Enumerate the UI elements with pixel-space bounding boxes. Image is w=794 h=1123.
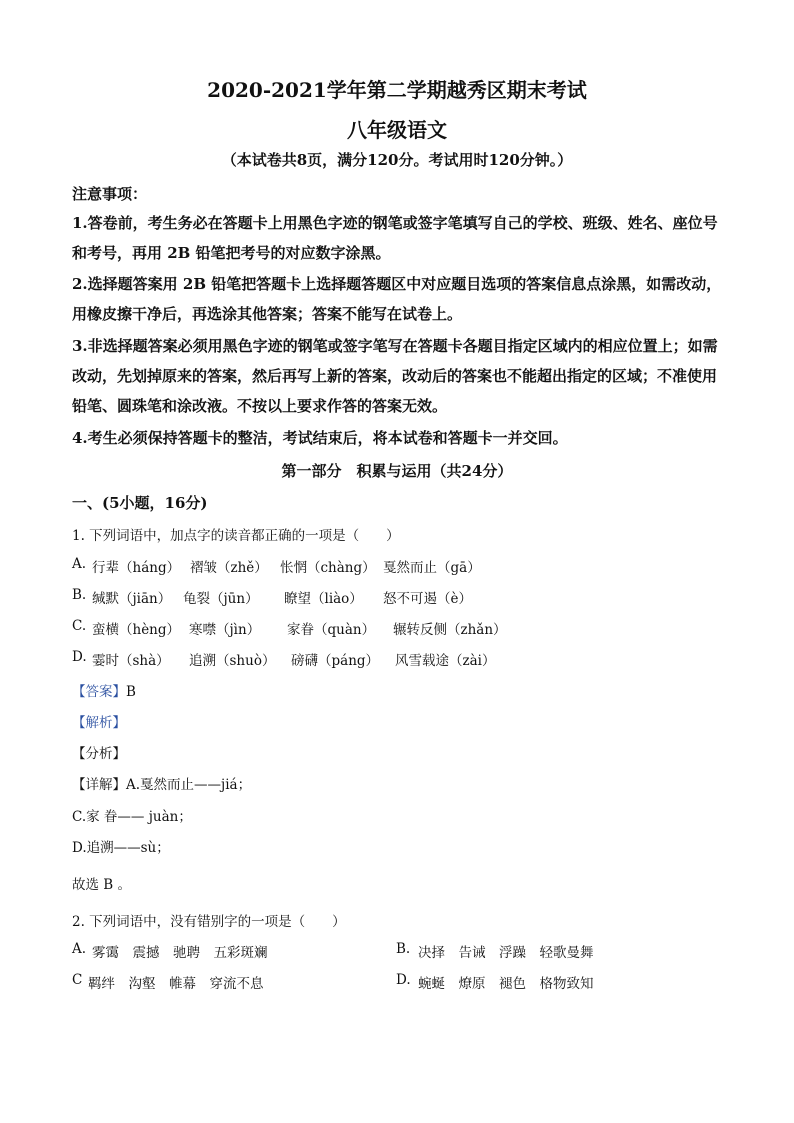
q1-option-c-item-2: 寒噤（jìn） [189,622,261,638]
q1-option-c-item-3: 家眷（quàn） [287,622,376,638]
q2-option-b-label: B. [396,941,411,957]
q1-option-c-label: C. [72,618,87,634]
part-title: 第一部分 积累与运用（共24分） [281,462,513,480]
notice-item-1: 1.答卷前，考生务必在答题卡上用黑色字迹的钢笔或签字笔填写自己的学校、班级、姓名、座位号和考号，再用 2B 铅笔把考号的对应数字涂黑。 [72,214,718,262]
page-title: 2020-2021学年第二学期越秀区期末考试 [207,78,587,102]
q1-option-a-label: A. [72,556,87,572]
fenxi-tag: 【分析】 [72,746,126,762]
q1-option-b-item-1: 缄默（jiān） [92,591,172,607]
q2-option-a-text: 雾霭 震撼 驰聘 五彩斑斓 [92,945,268,961]
q1-option-a-item-4: 戛然而止（gā） [383,560,481,576]
q2-option-a-label: A. [72,941,87,957]
detail-line-4: 故选 B 。 [72,877,132,893]
notice-item-4: 4.考生必须保持答题卡的整洁，考试结束后，将本试卷和答题卡一并交回。 [72,429,568,447]
analysis-line [72,711,126,731]
q1-option-a-item-3: 怅惘（chàng） [280,560,376,576]
q1-option-b-item-2: 龟裂（jūn） [183,591,259,607]
q2-option-d-text: 蜿蜒 燎原 褪色 格物致知 [418,976,594,992]
q1-option-b-item-4: 怒不可遏（è） [383,591,472,607]
q2-option-c-label: C [72,972,83,988]
analysis-tag: 【解析】 [72,715,126,731]
notice-item-3: 3.非选择题答案必须用黑色字迹的钢笔或签字笔写在答题卡各题目指定区域内的相应位置上；如需改动，先划掉原来的答案，然后再写上新的答案，改动后的答案也不能超出指定的区域；不准使用铅笔、圆珠笔和涂改液。不按以上要求作答的答案无效。 [72,337,718,415]
q2-option-d-label: D. [396,972,411,988]
q1-option-d-item-3: 磅礴（páng） [291,653,380,669]
answer-tag: 【答案】 [72,684,126,700]
question-1-stem: 1. 下列词语中，加点字的读音都正确的一项是（ ） [72,528,400,544]
page-subtitle: 八年级语文 [347,118,447,142]
q2-option-c-text: 羁绊 沟壑 帷幕 穿流不息 [88,976,264,992]
detail-line-1 [72,773,251,793]
q1-option-b-item-3: 瞭望（liào） [284,591,363,607]
notice-heading: 注意事项： [72,185,148,203]
q1-option-b-label: B. [72,587,87,603]
q1-option-a-item-2: 褶皱（zhě） [190,560,268,576]
answer-line [72,680,136,700]
answer-value: B [126,684,136,700]
detail-line-2: C.家 眷—— juàn； [72,809,192,825]
q1-option-d-item-2: 追溯（shuò） [189,653,276,669]
q1-option-c-item-4: 辗转反侧（zhǎn） [393,622,507,638]
q1-option-d-item-1: 霎时（shà） [92,653,170,669]
q1-option-c-item-1: 蛮横（hèng） [92,622,181,638]
q1-option-d-item-4: 风雪载途（zài） [395,653,496,669]
question-2-stem: 2. 下列词语中，没有错别字的一项是（ ） [72,914,346,930]
q2-option-b-text: 决择 告诫 浮躁 轻歌曼舞 [418,945,594,961]
detail-text-1: A.戛然而止——jiá； [126,777,252,793]
notice-item-2: 2.选择题答案用 2B 铅笔把答题卡上选择题答题区中对应题目选项的答案信息点涂黑，如需改动，用橡皮擦干净后，再选涂其他答案；答案不能写在试卷上。 [72,275,722,323]
detail-tag: 【详解】 [72,777,126,793]
q1-option-d-label: D. [72,649,87,665]
section-title: 一、(5小题，16分) [72,494,208,512]
detail-line-3: D.追溯——sù； [72,840,170,856]
q1-option-a-item-1: 行辈（háng） [92,560,181,576]
fenxi-line [72,742,126,762]
exam-info: （本试卷共8页，满分120分。考试用时120分钟。） [221,151,573,169]
